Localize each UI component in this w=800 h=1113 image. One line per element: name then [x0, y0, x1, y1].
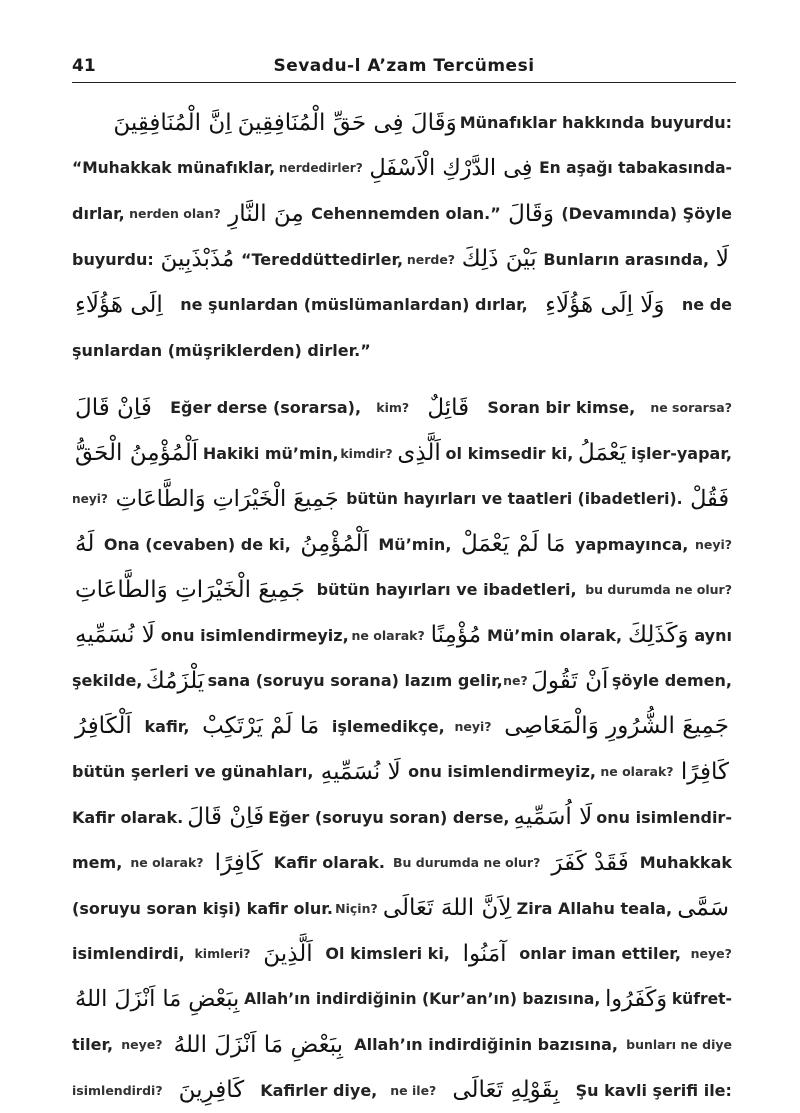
text-line [72, 476, 732, 522]
text-line [72, 613, 732, 659]
arabic-phrase: يَعْمَلُ [578, 440, 626, 466]
arabic-phrase: لَا [716, 246, 729, 272]
page-number: 41 [72, 56, 96, 76]
arabic-phrase: وَقَالَ [508, 201, 554, 227]
turkish-text: Allah’ın indirdiğinin bazısına, [354, 1035, 618, 1054]
arabic-phrase: لَا نُسَمِّيهِ [321, 759, 401, 785]
turkish-text: şunlardan (müşriklerden) dirler.” [72, 341, 371, 360]
turkish-text: Eğer (soruyu soran) derse, [268, 808, 509, 827]
turkish-text: ne şunlardan (müslümanlardan) dırlar, [180, 295, 528, 314]
turkish-text: Bunların arasında, [543, 250, 709, 269]
text-line [72, 191, 732, 237]
text-line [72, 282, 732, 328]
text-line [72, 100, 732, 146]
arabic-phrase: جَمِيعَ الْخَيْرَاتِ وَالطَّاعَاتِ [116, 486, 339, 512]
turkish-text: yapmayınca, [575, 535, 688, 554]
turkish-text: Kafir olarak. [274, 853, 385, 872]
arabic-phrase: مُذَبْذَبِينَ [161, 246, 235, 272]
turkish-text: işler-yapar, [631, 444, 732, 463]
arabic-phrase: مَا لَمْ يَعْمَلْ [461, 531, 565, 557]
small-gloss: neyi? [72, 492, 108, 506]
arabic-phrase: كَافِرًا [215, 850, 263, 876]
arabic-phrase: فَاِنْ قَالَ [75, 395, 152, 421]
arabic-phrase: فِى الدَّرْكِ الْاَسْفَلِ [369, 155, 532, 181]
text-line [72, 328, 732, 374]
small-gloss: ne sorarsa? [650, 400, 732, 415]
text-line [72, 749, 732, 795]
turkish-text: Eğer derse (sorarsa), [170, 398, 361, 417]
arabic-phrase: اَلْكَافِرُ [75, 713, 132, 739]
turkish-text: Cehennemden olan.” [311, 204, 501, 223]
small-gloss: ne olarak? [352, 628, 425, 643]
turkish-text: bütün hayırları ve ibadetleri, [317, 580, 577, 599]
small-gloss: nerdedirler? [279, 161, 363, 175]
turkish-text: Soran bir kimse, [487, 398, 635, 417]
turkish-text: buyurdu: [72, 250, 154, 269]
arabic-phrase: جَمِيعَ الشُّرُورِ وَالْمَعَاصِى [504, 713, 729, 739]
turkish-text: Allah’ın indirdiğinin (Kur’an’ın) bazısına, [244, 990, 600, 1008]
text-line [72, 886, 732, 932]
arabic-phrase: لِاَنَّ اللهَ تَعَالَى [383, 895, 512, 921]
turkish-text: Muhakkak [640, 853, 732, 872]
text-line [72, 1068, 732, 1113]
turkish-text: ol kimsedir ki, [446, 444, 574, 463]
turkish-text: onu isimlendir- [596, 808, 732, 827]
turkish-text: (soruyu soran kişi) kafir olur. [72, 899, 333, 918]
turkish-text: tiler, [72, 1035, 113, 1054]
arabic-phrase: فَاِنْ قَالَ [187, 804, 264, 830]
running-title: Sevadu-l A’zam Tercümesi [72, 56, 736, 76]
small-gloss: kimdir? [340, 446, 392, 461]
text-line [72, 931, 732, 977]
turkish-text: (Devamında) Şöyle [561, 204, 732, 223]
turkish-text: Şu kavli şerifi ile: [576, 1081, 732, 1100]
small-gloss: isimlendirdi? [72, 1083, 163, 1098]
text-line [72, 237, 732, 283]
text-line [72, 840, 732, 886]
arabic-phrase: بِقَوْلِهِ تَعَالَى [452, 1077, 559, 1103]
turkish-text: En aşağı tabakasında- [539, 159, 732, 177]
text-line [72, 977, 732, 1023]
turkish-text: onu isimlendirmeyiz, [161, 626, 349, 645]
arabic-phrase: مِنَ النَّارِ [228, 201, 304, 227]
text-body [72, 100, 732, 1113]
arabic-phrase: قَائِلٌ [427, 395, 469, 421]
arabic-phrase: اِلَى هَؤُلَاءِ [75, 292, 163, 318]
text-line [72, 658, 732, 704]
arabic-phrase: بَيْنَ ذَلِكَ [462, 246, 537, 272]
arabic-phrase: كَافِرِينَ [179, 1077, 245, 1103]
arabic-phrase: اِنَّ الْمُنَافِقِينَ [113, 110, 231, 136]
turkish-text: Münafıklar hakkında buyurdu: [460, 113, 732, 132]
page-header [72, 52, 736, 83]
text-line [72, 431, 732, 477]
turkish-text: sana (soruyu sorana) lazım gelir, [208, 671, 503, 690]
turkish-text: şekilde, [72, 671, 142, 690]
turkish-text: işlemedikçe, [332, 717, 445, 736]
arabic-phrase: سَمَّى [677, 895, 729, 921]
turkish-text: şöyle demen, [612, 671, 732, 690]
arabic-phrase: لَا نُسَمِّيهِ [75, 622, 155, 648]
turkish-text: onu isimlendirmeyiz, [408, 762, 596, 781]
turkish-text: Kafir olarak. [72, 808, 183, 827]
small-gloss: bu durumda ne olur? [585, 582, 732, 597]
turkish-text: onlar iman ettiler, [519, 944, 681, 963]
small-gloss: kimleri? [194, 946, 250, 961]
turkish-text: bütün hayırları ve taatleri (ibadetleri). [346, 490, 682, 508]
arabic-phrase: بِبَعْضِ مَا اَنْزَلَ اللهُ [75, 986, 239, 1012]
arabic-phrase: وَقَالَ فِى حَقِّ الْمُنَافِقِينَ [238, 110, 457, 136]
turkish-text: Mü’min, [378, 535, 451, 554]
arabic-phrase: وَلَا اِلَى هَؤُلَاءِ [545, 292, 664, 318]
small-gloss: bunları ne diye [626, 1037, 732, 1052]
small-gloss: kim? [376, 400, 409, 415]
turkish-text: Hakiki mü’min, [203, 444, 339, 463]
arabic-phrase: وَكَفَرُوا [605, 986, 667, 1012]
small-gloss: neyi? [695, 537, 732, 552]
small-gloss: neye? [691, 946, 732, 961]
arabic-phrase: مُؤْمِنًا [431, 622, 481, 648]
turkish-text: Ol kimsleri ki, [325, 944, 449, 963]
small-gloss: Bu durumda ne olur? [393, 855, 540, 870]
turkish-text: Ona (cevaben) de ki, [104, 535, 291, 554]
turkish-text: isimlendirdi, [72, 944, 185, 963]
turkish-text: dırlar, [72, 204, 125, 223]
arabic-phrase: اَنْ تَقُولَ [531, 668, 608, 694]
turkish-text: küfret- [672, 990, 732, 1008]
turkish-text: “Muhakkak münafıklar, [72, 159, 275, 177]
arabic-phrase: لَهُ [75, 531, 94, 557]
arabic-phrase: اَلَّذِينَ [263, 941, 312, 967]
arabic-phrase: جَمِيعَ الْخَيْرَاتِ وَالطَّاعَاتِ [75, 577, 305, 603]
turkish-text: kafir, [145, 717, 190, 736]
arabic-phrase: لَا اُسَمِّيهِ [514, 804, 593, 830]
arabic-phrase: كَافِرًا [681, 759, 729, 785]
arabic-phrase: بِبَعْضِ مَا اَنْزَلَ اللهُ [174, 1032, 343, 1058]
text-line [72, 567, 732, 613]
arabic-phrase: يَلْزَمُكَ [146, 668, 204, 694]
turkish-text: “Tereddüttedirler, [241, 250, 403, 269]
small-gloss: nerden olan? [129, 206, 221, 221]
small-gloss: ne olarak? [600, 764, 673, 779]
text-line [72, 795, 732, 841]
text-line [72, 704, 732, 750]
turkish-text: mem, [72, 853, 122, 872]
text-line [72, 522, 732, 568]
arabic-phrase: وَكَذَلِكَ [628, 622, 689, 648]
turkish-text: aynı [694, 626, 732, 645]
text-line [72, 385, 732, 431]
turkish-text: bütün şerleri ve günahları, [72, 762, 313, 781]
small-gloss: nerde? [407, 252, 455, 267]
small-gloss: neye? [121, 1037, 162, 1052]
arabic-phrase: فَقَدْ كَفَرَ [551, 850, 628, 876]
small-gloss: ne? [503, 673, 528, 688]
arabic-phrase: اَلْمُؤْمِنُ [300, 531, 368, 557]
turkish-text: Kafirler diye, [260, 1081, 377, 1100]
turkish-text: ne de [682, 295, 732, 314]
arabic-phrase: فَقُلْ [690, 486, 729, 512]
text-line [72, 1022, 732, 1068]
turkish-text: Mü’min olarak, [487, 626, 622, 645]
small-gloss: neyi? [454, 719, 491, 734]
arabic-phrase: آمَنُوا [463, 941, 507, 967]
small-gloss: ne olarak? [130, 855, 203, 870]
arabic-phrase: مَا لَمْ يَرْتَكِبْ [202, 713, 319, 739]
arabic-phrase: اَلَّذِى [397, 440, 440, 466]
small-gloss: ne ile? [390, 1083, 436, 1098]
text-line [72, 146, 732, 192]
small-gloss: Niçin? [335, 901, 378, 916]
arabic-phrase: اَلْمُؤْمِنُ الْحَقُّ [75, 440, 198, 466]
turkish-text: Zira Allahu teala, [517, 899, 673, 918]
